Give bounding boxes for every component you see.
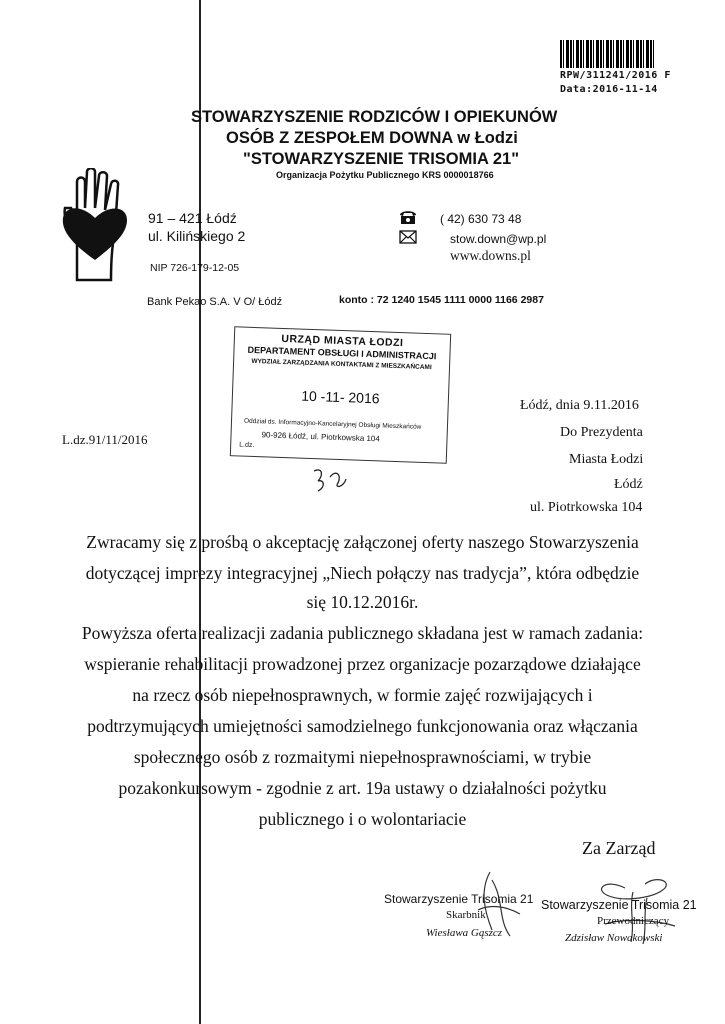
website-address: www.downs.pl: [450, 248, 531, 263]
stamp-division: WYDZIAŁ ZARZĄDZANIA KONTAKTAMI Z MIESZKAŃCAMI: [251, 357, 432, 372]
envelope-icon: [399, 230, 417, 244]
hand-heart-logo-icon: [55, 168, 135, 283]
body-line: dotyczącej imprezy integracyjnej „Niech połączy nas tradycja”, która odbędzie: [85, 563, 640, 583]
handwritten-mark: [310, 465, 350, 495]
stamp-unit: Oddział ds. Informacyjno-Kancelaryjnej Obsługi Mieszkańców: [243, 417, 422, 431]
body-line: podtrzymujących umiejętności samodzielnego funkcjonowania oraz włączania: [87, 716, 638, 736]
body-line: Zwracamy się z prośbą o akceptację załączonej oferty naszego Stowarzyszenia: [86, 532, 639, 552]
org-name-line2: OSÓB Z ZESPOŁEM DOWNA w Łodzi: [226, 129, 518, 147]
body-line: pozakonkursowym - zgodnie z art. 19a ustawy o działalności pożytku: [118, 778, 607, 798]
bank-name: Bank Pekao S.A. V O/ Łódź: [147, 296, 283, 308]
body-line: społecznego osób z rozmaitymi niepełnosprawnościami, w trybie: [133, 747, 592, 767]
email-address: stow.down@wp.pl: [450, 232, 547, 246]
recipient-line2: Miasta Łodzi: [569, 452, 644, 467]
stamp-address: 90-926 Łódź, ul. Piotrkowska 104: [261, 430, 380, 444]
registry-stamp: [230, 326, 451, 463]
stamp-date: 10 -11- 2016: [300, 387, 380, 407]
org-name-line1: STOWARZYSZENIE RODZICÓW I OPIEKUNÓW: [191, 108, 558, 126]
registration-barcode: [560, 40, 654, 68]
body-line: na rzecz osób niepełnosprawnych, w formie zajęć rozwijających i: [132, 685, 593, 705]
body-line: publicznego i o wolontariacie: [258, 809, 467, 829]
recipient-line1: Do Prezydenta: [560, 425, 643, 440]
recipient-line4: ul. Piotrkowska 104: [530, 500, 643, 515]
bank-account: konto : 72 1240 1545 1111 0000 1166 2987: [339, 294, 544, 306]
stamp-ldz: L.dz.: [239, 441, 255, 450]
phone-icon: [399, 209, 417, 225]
body-line: się 10.12.2016r.: [306, 592, 419, 612]
board-signoff: Za Zarząd: [582, 838, 656, 858]
registration-number: RPW/311241/2016 F: [560, 70, 671, 81]
stamp-office: URZĄD MIASTA ŁODZI: [281, 332, 404, 350]
recipient-line3: Łódź: [614, 477, 643, 492]
org-name-line3: "STOWARZYSZENIE TRISOMIA 21": [243, 150, 520, 168]
reference-number: L.dz.91/11/2016: [62, 432, 148, 447]
signature1-role: Skarbnik: [446, 909, 486, 921]
stamp-department: DEPARTAMENT OBSŁUGI I ADMINISTRACJI: [247, 344, 437, 362]
scan-fold-line: [199, 0, 201, 1024]
signature2-org: Stowarzyszenie Trisomia 21: [541, 898, 697, 912]
nip-number: NIP 726-179-12-05: [150, 262, 240, 274]
phone-number: ( 42) 630 73 48: [440, 212, 522, 226]
street-address: ul. Kilińskiego 2: [148, 228, 246, 244]
signature2-role: Przewodniczący: [597, 915, 670, 927]
postal-address: 91 – 421 Łódź: [148, 210, 237, 226]
body-line: Powyższa oferta realizacji zadania publicznego składana jest w ramach zadania:: [81, 623, 644, 643]
signature1-org: Stowarzyszenie Trisomia 21: [384, 892, 534, 906]
signature1-name: Wiesława Gąszcz: [426, 927, 503, 939]
registration-date: Data:2016-11-14: [560, 84, 658, 95]
signature2-name: Zdzisław Nowakowski: [565, 932, 663, 944]
place-and-date: Łódź, dnia 9.11.2016: [520, 398, 639, 413]
body-line: wspieranie rehabilitacji prowadzonej przez organizacje pozarządowe działające: [84, 654, 641, 674]
org-status: Organizacja Pożytku Publicznego KRS 0000018766: [276, 170, 494, 180]
